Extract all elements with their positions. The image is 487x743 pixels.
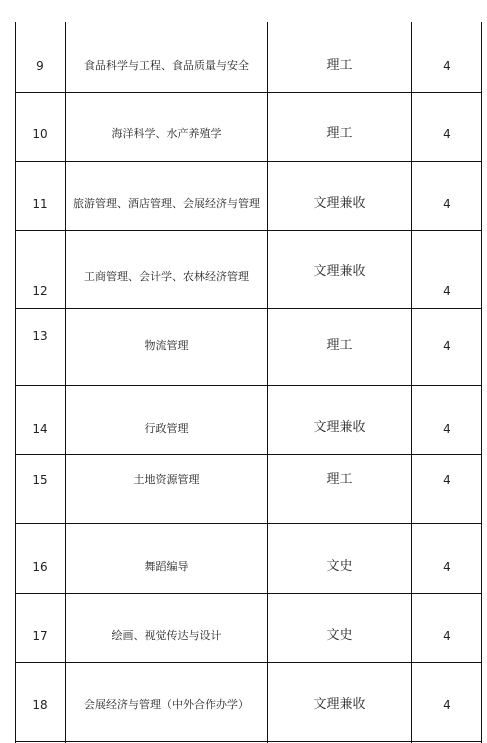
- row-divider: [15, 161, 482, 162]
- row-divider: [15, 92, 482, 93]
- major-name: 舞蹈编导: [144, 560, 189, 573]
- row-divider: [15, 308, 482, 309]
- row-divider: [15, 662, 482, 663]
- subject-category: 文理兼收: [313, 697, 366, 712]
- study-years: 4: [443, 473, 451, 487]
- row-number: 12: [32, 284, 48, 298]
- row-divider: [15, 523, 482, 524]
- study-years: 4: [443, 339, 451, 353]
- row-number: 13: [32, 329, 48, 343]
- major-name: 物流管理: [144, 339, 189, 352]
- row-number: 11: [32, 197, 48, 211]
- study-years: 4: [443, 284, 451, 298]
- study-years: 4: [443, 560, 451, 574]
- row-number: 17: [32, 629, 48, 643]
- row-number: 9: [36, 59, 44, 73]
- row-number: 14: [32, 422, 48, 436]
- row-divider: [15, 230, 482, 231]
- row-number: 18: [32, 698, 48, 712]
- major-name: 土地资源管理: [133, 473, 200, 486]
- major-name: 会展经济与管理（中外合作办学）: [84, 698, 249, 711]
- study-years: 4: [443, 422, 451, 436]
- study-years: 4: [443, 698, 451, 712]
- major-name: 工商管理、会计学、农林经济管理: [84, 270, 249, 283]
- subject-category: 文理兼收: [313, 420, 366, 435]
- subject-category: 文史: [326, 628, 353, 643]
- row-number: 10: [32, 127, 48, 141]
- study-years: 4: [443, 59, 451, 73]
- subject-category: 理工: [326, 126, 353, 141]
- major-name: 旅游管理、酒店管理、会展经济与管理: [73, 197, 260, 210]
- subject-category: 理工: [326, 338, 353, 353]
- row-divider: [15, 385, 482, 386]
- study-years: 4: [443, 629, 451, 643]
- study-years: 4: [443, 197, 451, 211]
- major-name: 食品科学与工程、食品质量与安全: [84, 59, 249, 72]
- subject-category: 文理兼收: [313, 264, 366, 279]
- major-name: 绘画、视觉传达与设计: [111, 629, 222, 642]
- row-divider: [15, 741, 482, 742]
- major-name: 行政管理: [144, 422, 189, 435]
- major-name: 海洋科学、水产养殖学: [111, 127, 222, 140]
- study-years: 4: [443, 127, 451, 141]
- subject-category: 理工: [326, 58, 353, 73]
- row-number: 16: [32, 560, 48, 574]
- subject-category: 理工: [326, 472, 353, 487]
- subject-category: 文史: [326, 559, 353, 574]
- row-divider: [15, 593, 482, 594]
- row-number: 15: [32, 473, 48, 487]
- subject-category: 文理兼收: [313, 196, 366, 211]
- row-divider: [15, 454, 482, 455]
